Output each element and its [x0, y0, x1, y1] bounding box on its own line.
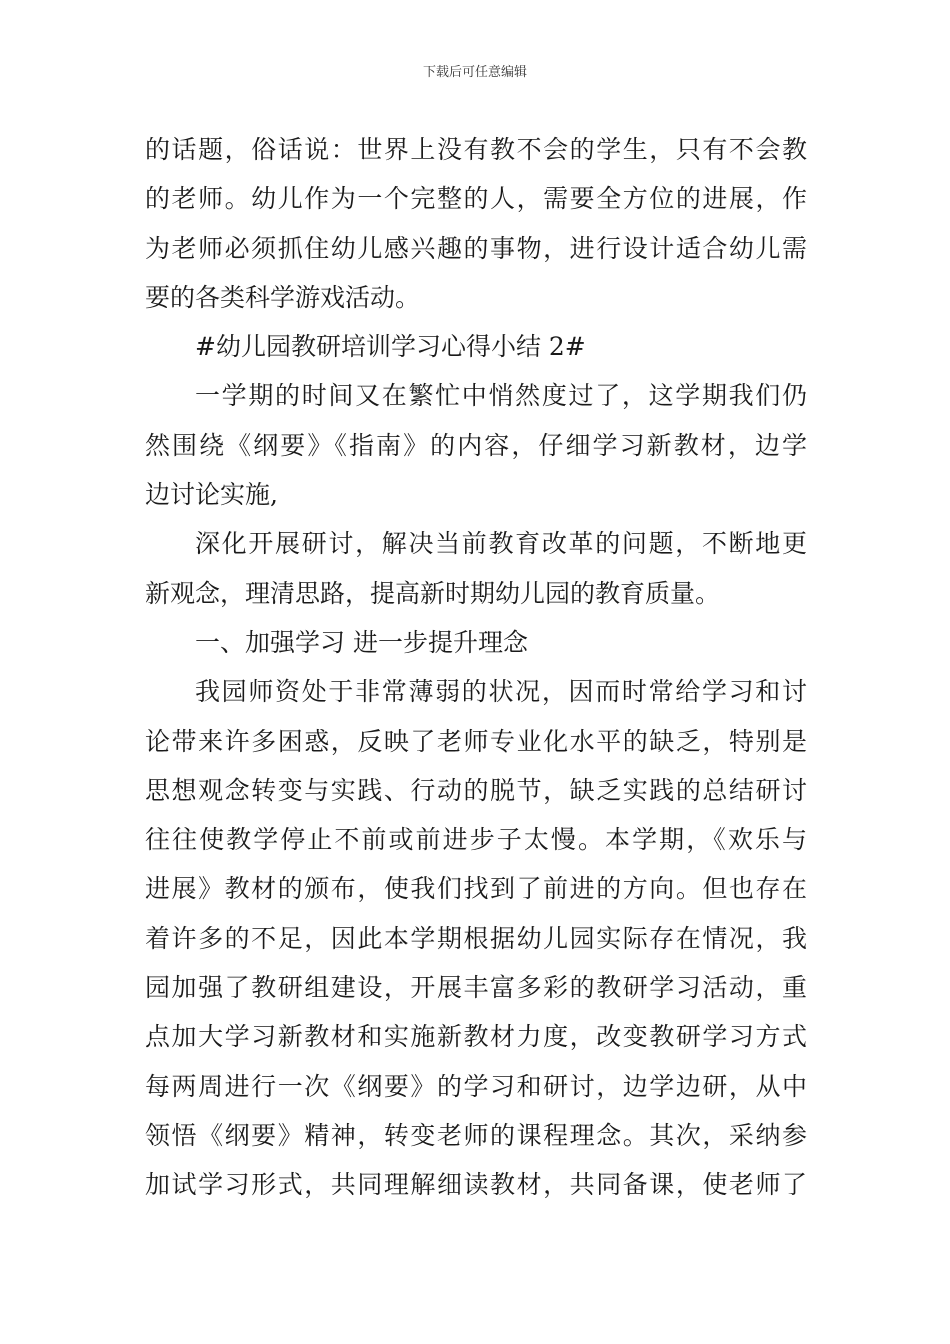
text-line: 为老师必须抓住幼儿感兴趣的事物，进行设计适合幼儿需	[145, 233, 807, 263]
text-line: 园加强了教研组建设，开展丰富多彩的教研学习活动，重	[145, 973, 807, 1003]
document-body	[145, 125, 807, 1210]
text-line: 加试学习形式，共同理解细读教材，共同备课，使老师了	[145, 1170, 807, 1200]
text-line: 我园师资处于非常薄弱的状况，因而时常给学习和讨	[195, 677, 807, 707]
page-header: 下载后可任意编辑	[422, 65, 527, 80]
text-line: 论带来许多困惑，反映了老师专业化水平的缺乏，特别是	[145, 726, 807, 756]
text-line: 领悟《纲要》精神，转变老师的课程理念。其次，采纳参	[145, 1120, 807, 1150]
text-line: 新观念，理清思路，提高新时期幼儿园的教育质量。	[145, 578, 721, 608]
text-line: 的话题，俗话说：世界上没有教不会的学生，只有不会教	[145, 135, 807, 164]
text-line: 的老师。幼儿作为一个完整的人，需要全方位的进展，作	[145, 184, 807, 214]
text-line: 一学期的时间又在繁忙中悄然度过了，这学期我们仍	[195, 381, 807, 411]
text-line: 边讨论实施,	[145, 480, 278, 510]
text-line: 往往使教学停止不前或前进步子太慢。本学期，《欢乐与	[145, 825, 807, 855]
text-line: 然围绕《纲要》《指南》的内容，仔细学习新教材，边学	[145, 430, 807, 460]
text-line: 每两周进行一次《纲要》的学习和研讨，边学边研，从中	[145, 1071, 807, 1101]
section-heading: 一、加强学习 进一步提升理念	[195, 627, 528, 657]
text-line: 进展》教材的颁布，使我们找到了前进的方向。但也存在	[145, 874, 807, 904]
section-heading: #幼儿园教研培训学习心得小结 2#	[195, 332, 586, 362]
text-line: 着许多的不足，因此本学期根据幼儿园实际存在情况，我	[145, 923, 807, 953]
text-line: 点加大学习新教材和实施新教材力度，改变教研学习方式	[145, 1022, 807, 1052]
text-line: 要的各类科学游戏活动。	[145, 282, 421, 312]
text-line: 深化开展研讨，解决当前教育改革的问题，不断地更	[195, 529, 807, 559]
text-line: 思想观念转变与实践、行动的脱节，缺乏实践的总结研讨	[145, 775, 807, 805]
